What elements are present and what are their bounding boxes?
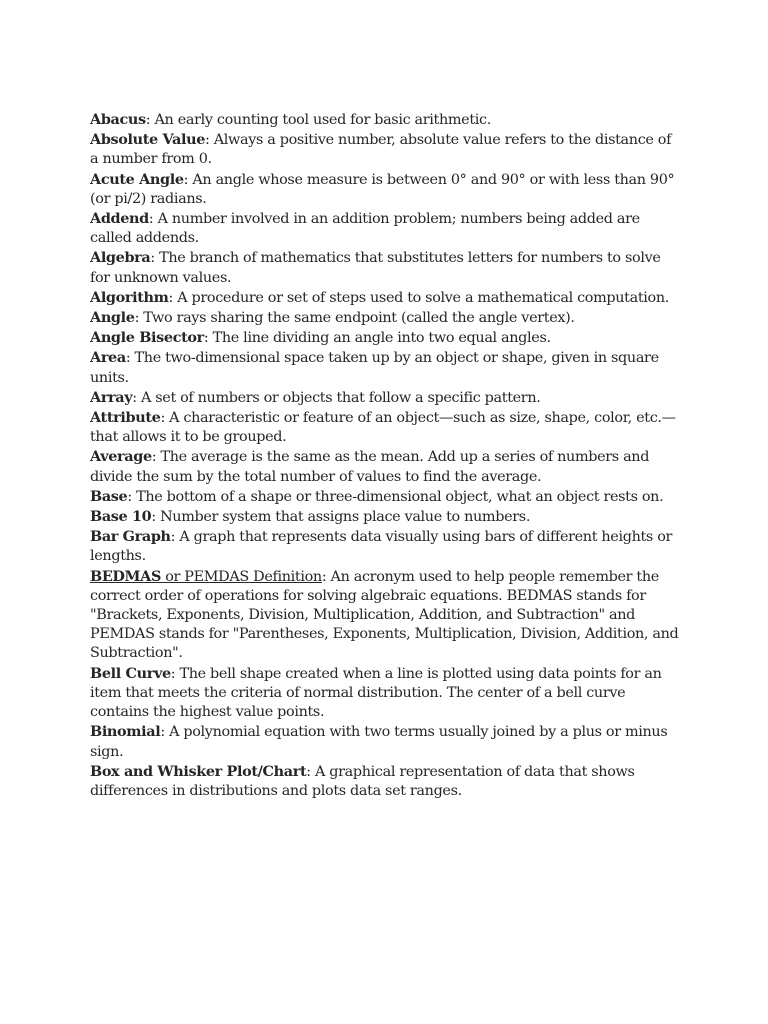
glossary-definition: : A graphical representation of data that shows differences in distributions and plots data set ranges. [90, 763, 635, 799]
glossary-definition: : Always a positive number, absolute value refers to the distance of a number from 0. [90, 132, 672, 168]
glossary-definition: : A procedure or set of steps used to solve a mathematical computation. [168, 289, 669, 306]
glossary-entry [90, 308, 682, 328]
glossary-term: Bar Graph [90, 528, 171, 546]
glossary-entry [90, 762, 682, 801]
glossary-entry [90, 567, 682, 664]
glossary-entry [90, 447, 682, 486]
glossary-term: Addend [90, 210, 149, 228]
glossary-entry [90, 507, 682, 527]
glossary-entry [90, 722, 682, 761]
glossary-definition: : The two-dimensional space taken up by an object or shape, given in square units. [90, 350, 659, 386]
glossary-term: Box and Whisker Plot/Chart [90, 762, 307, 780]
glossary-term: Average [90, 448, 152, 466]
glossary-entry [90, 348, 682, 387]
glossary-definition: : A polynomial equation with two terms usually joined by a plus or minus sign. [90, 724, 668, 760]
glossary-entry [90, 664, 682, 723]
glossary-term: Acute Angle [90, 170, 184, 188]
glossary-definition: : A number involved in an addition problem; numbers being added are called addends. [90, 211, 640, 247]
glossary-term: Algebra [90, 249, 151, 267]
glossary-text [90, 110, 682, 801]
glossary-definition: : Two rays sharing the same endpoint (called the angle vertex). [134, 310, 575, 327]
glossary-entry [90, 209, 682, 248]
glossary-definition: : A set of numbers or objects that follow a specific pattern. [132, 389, 541, 406]
glossary-entry [90, 130, 682, 169]
glossary-definition: : The average is the same as the mean. Add up a series of numbers and divide the sum by the total number of values to find the average. [90, 449, 650, 485]
glossary-definition: : The branch of mathematics that substitutes letters for numbers to solve for unknown values. [90, 250, 661, 286]
glossary-definition: : An acronym used to help people remember the correct order of operations for solving algebraic equations. BEDMAS stands for "Brackets, Exponents, Division, Multiplication, Addition, and Subtraction" and PEMDAS stands for "Parentheses, Exponents, Multiplication, Division, Addition, and Subtraction". [90, 568, 679, 662]
glossary-term: Base 10 [90, 508, 152, 526]
glossary-term: Absolute Value [90, 131, 206, 149]
glossary-entry [90, 288, 682, 308]
glossary-entry [90, 388, 682, 408]
glossary-definition: : The line dividing an angle into two equal angles. [203, 330, 551, 347]
glossary-term: Binomial [90, 723, 161, 741]
glossary-entry [90, 527, 682, 566]
glossary-term: Base [90, 487, 128, 505]
glossary-term: Algorithm [90, 288, 169, 306]
glossary-entry [90, 487, 682, 507]
glossary-entry [90, 408, 682, 447]
glossary-term: Attribute [90, 409, 161, 427]
pemdas-definition-link[interactable]: or PEMDAS Definition [161, 568, 322, 585]
glossary-term: Angle [90, 309, 135, 327]
glossary-term: Array [90, 388, 133, 406]
glossary-entry [90, 328, 682, 348]
glossary-entry [90, 170, 682, 209]
glossary-definition: : The bell shape created when a line is plotted using data points for an item that meets the criteria of normal distribution. The center of a bell curve contains the highest value points. [90, 665, 662, 721]
glossary-definition: : An angle whose measure is between 0° and 90° or with less than 90° (or pi/2) radians. [90, 171, 675, 207]
glossary-term: Abacus [90, 111, 146, 128]
glossary-definition: : An early counting tool used for basic arithmetic. [145, 112, 491, 128]
glossary-term: Bell Curve [90, 664, 171, 682]
glossary-definition: : A graph that represents data visually using bars of different heights or lengths. [90, 529, 673, 565]
glossary-definition: : The bottom of a shape or three-dimensional object, what an object rests on. [127, 488, 664, 505]
glossary-entry [90, 110, 682, 130]
glossary-term: Angle Bisector [90, 329, 204, 347]
glossary-term: Area [90, 349, 126, 367]
glossary-definition: : A characteristic or feature of an object—such as size, shape, color, etc.—that allows it to be grouped. [90, 410, 676, 446]
glossary-definition: : Number system that assigns place value to numbers. [151, 509, 531, 526]
glossary-entry [90, 248, 682, 287]
bedmas-link[interactable]: BEDMAS [90, 567, 161, 585]
